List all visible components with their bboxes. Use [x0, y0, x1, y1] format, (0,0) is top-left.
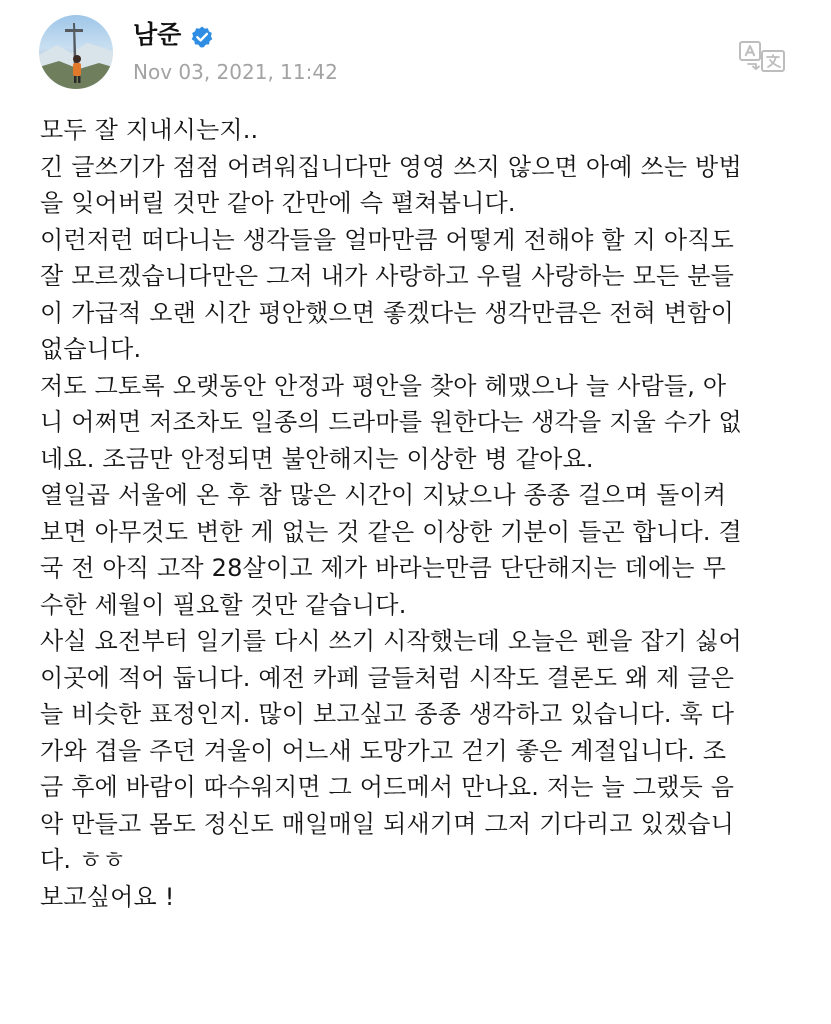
post-text-line: 악 만들고 몸도 정신도 매일매일 되새기며 그저 기다리고 있겠습니 — [40, 809, 734, 838]
post-text-line: 저도 그토록 오랫동안 안정과 평안을 찾아 헤맸으나 늘 사람들, 아 — [40, 371, 727, 400]
post-timestamp: Nov 03, 2021, 11:42 — [133, 60, 338, 84]
post-text-line: 사실 요전부터 일기를 다시 쓰기 시작했는데 오늘은 펜을 잡기 싫어 — [40, 627, 742, 655]
verified-badge-icon — [190, 25, 214, 49]
post-text-line: 다. ㅎㅎ — [40, 846, 126, 874]
post-header — [0, 0, 831, 110]
post-text-line: 가와 겹을 주던 겨울이 어느새 도망가고 걷기 좋은 계절입니다. 조 — [40, 736, 727, 765]
translate-icon[interactable] — [736, 38, 788, 74]
post-text-line: 을 잊어버릴 것만 같아 간만에 슥 펼쳐봅니다. — [40, 189, 516, 217]
post-text-line: 이곳에 적어 둡니다. 예전 카페 글들처럼 시작도 결론도 왜 제 글은 — [40, 663, 735, 692]
post-text-line: 모두 잘 지내시는지.. — [40, 116, 259, 144]
post-text-line: 이런저런 떠다니는 생각들을 얼마만큼 어떻게 전해야 할 지 아직도 — [40, 225, 734, 254]
author-name[interactable]: 남준 — [133, 20, 182, 49]
post-text-line: 없습니다. — [40, 335, 142, 363]
post-text-line: 잘 모르겠습니다만은 그저 내가 사랑하고 우릴 사랑하는 모든 분들 — [40, 262, 734, 290]
post-text-line: 이 가급적 오랜 시간 평안했으면 좋겠다는 생각만큼은 전혀 변함이 — [40, 298, 734, 327]
post-text-line: 수한 세월이 필요할 것만 같습니다. — [40, 590, 407, 619]
author-avatar[interactable] — [39, 15, 113, 89]
post-body — [40, 112, 810, 915]
avatar-image — [39, 15, 113, 89]
post-text-line: 보고싶어요 ! — [40, 882, 175, 911]
post-text-line: 니 어쩌면 저조차도 일종의 드라마를 원한다는 생각을 지울 수가 없 — [40, 408, 742, 436]
post-text-line: 늘 비슷한 표정인지. 많이 보고싶고 종종 생각하고 있습니다. 훅 다 — [40, 700, 735, 728]
post-text-line: 국 전 아직 고작 28살이고 제가 바라는만큼 단단해지는 데에는 무 — [40, 554, 726, 582]
post-text-line: 보면 아무것도 변한 게 없는 것 같은 이상한 기분이 들곤 합니다. 결 — [40, 517, 742, 546]
post-text-line: 네요. 조금만 안정되면 불안해지는 이상한 병 같아요. — [40, 444, 594, 473]
post-text-line: 긴 글쓰기가 점점 어려워집니다만 영영 쓰지 않으면 아예 쓰는 방법 — [40, 152, 742, 181]
post-text-line: 금 후에 바람이 따수워지면 그 어드메서 만나요. 저는 늘 그랬듯 음 — [40, 773, 735, 801]
post-text-line: 열일곱 서울에 온 후 참 많은 시간이 지났으나 종종 걸으며 돌이켜 — [40, 481, 727, 509]
